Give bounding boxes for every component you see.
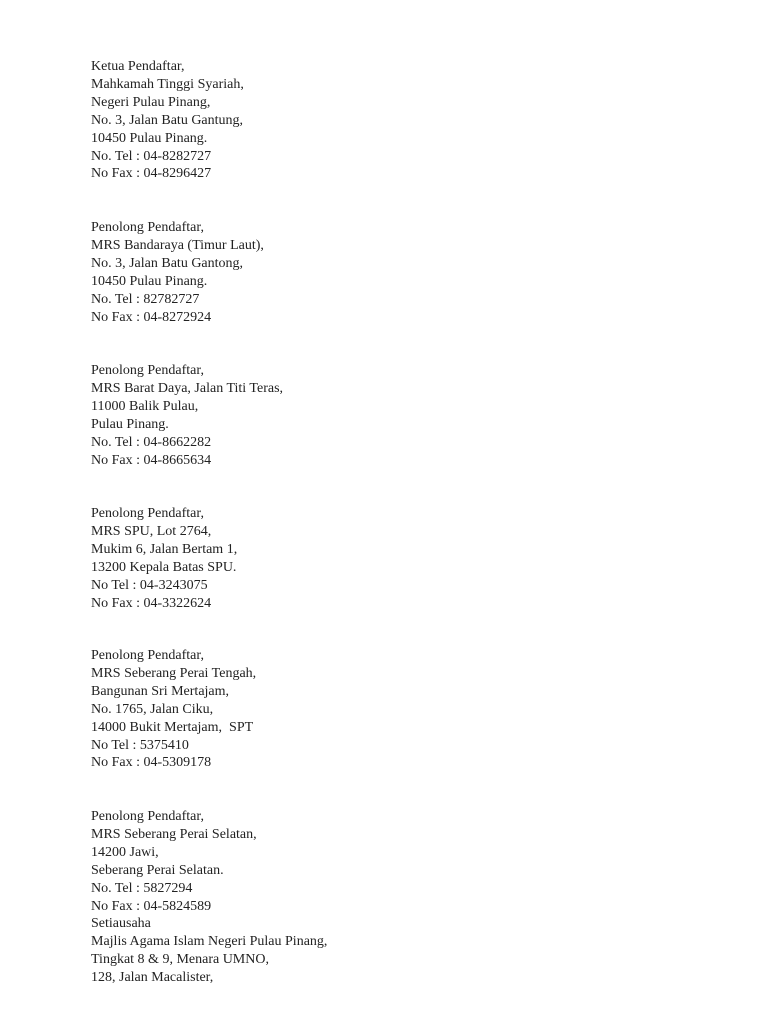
phone-line: No. Tel : 82782727 [91,291,200,307]
phone-line: No. Tel : 04-8282727 [91,148,212,164]
address-line: No. 1765, Jalan Ciku, [91,701,214,717]
fax-line: No Fax : 04-3322624 [91,595,212,611]
address-line: MRS Seberang Perai Tengah, [91,665,257,681]
address-block-mrs-spu [91,505,237,612]
address-line: 11000 Balik Pulau, [91,398,199,414]
address-line: Mukim 6, Jalan Bertam 1, [91,541,238,557]
address-line: 10450 Pulau Pinang. [91,273,208,289]
fax-line: No Fax : 04-5309178 [91,755,212,771]
address-line: Bangunan Sri Mertajam, [91,683,230,699]
address-line: Majlis Agama Islam Negeri Pulau Pinang, [91,934,328,950]
address-line: Setiausaha [91,916,151,932]
address-line: 128, Jalan Macalister, [91,970,214,986]
fax-line: No Fax : 04-8296427 [91,166,212,182]
phone-line: No Tel : 5375410 [91,737,189,753]
address-line: Ketua Pendaftar, [91,59,185,74]
address-line: 14200 Jawi, [91,844,159,860]
address-line: MRS Seberang Perai Selatan, [91,826,257,842]
address-line: Penolong Pendaftar, [91,648,204,663]
address-line: Mahkamah Tinggi Syariah, [91,76,244,92]
address-block-mrs-seberang-perai-selatan [91,808,327,987]
address-line: Negeri Pulau Pinang, [91,94,211,110]
phone-line: No Tel : 04-3243075 [91,577,208,593]
address-line: 10450 Pulau Pinang. [91,130,208,146]
address-line: Penolong Pendaftar, [91,363,204,378]
address-line: MRS Bandaraya (Timur Laut), [91,237,264,253]
address-line: Pulau Pinang. [91,416,169,432]
address-line: Penolong Pendaftar, [91,506,204,521]
address-line: 14000 Bukit Mertajam, SPT [91,719,254,735]
phone-line: No. Tel : 04-8662282 [91,434,212,450]
address-line: MRS Barat Daya, Jalan Titi Teras, [91,380,284,396]
address-line: MRS SPU, Lot 2764, [91,523,212,539]
address-block-ketua-pendaftar-mahkamah-tinggi [91,58,244,183]
address-block-mrs-seberang-perai-tengah [91,647,256,772]
address-block-mrs-barat-daya [91,362,283,469]
address-line: No. 3, Jalan Batu Gantung, [91,112,244,128]
address-line: No. 3, Jalan Batu Gantong, [91,255,244,271]
address-line: Tingkat 8 & 9, Menara UMNO, [91,952,269,968]
fax-line: No Fax : 04-5824589 [91,898,212,914]
phone-line: No. Tel : 5827294 [91,880,193,896]
address-line: 13200 Kepala Batas SPU. [91,559,237,575]
address-line: Penolong Pendaftar, [91,809,204,824]
fax-line: No Fax : 04-8665634 [91,452,212,468]
address-line: Seberang Perai Selatan. [91,862,224,878]
address-block-mrs-bandaraya [91,219,264,326]
address-line: Penolong Pendaftar, [91,220,204,235]
fax-line: No Fax : 04-8272924 [91,309,212,325]
